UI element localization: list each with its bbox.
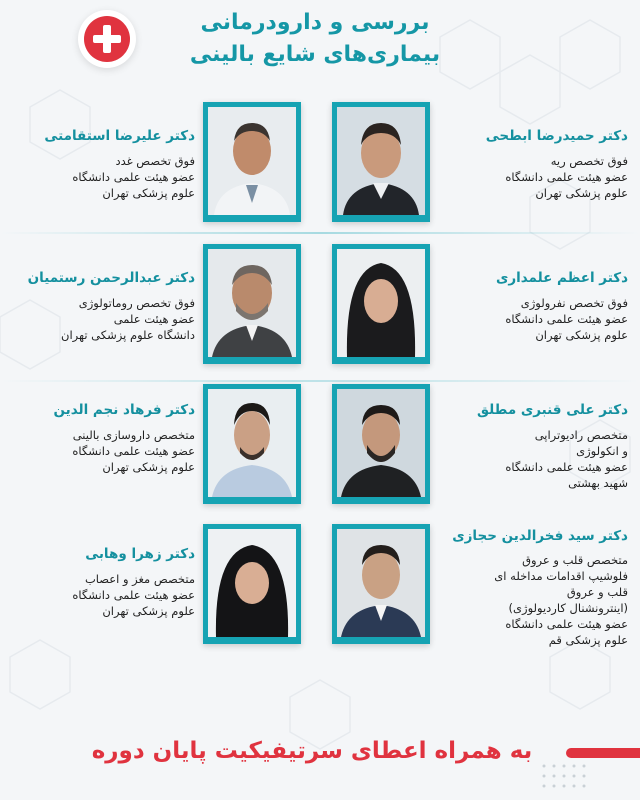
doctor-detail-line: فوق تخصص نفرولوژی	[520, 296, 628, 310]
doctor-photo-alamdari	[332, 244, 430, 364]
doctor-detail-line: عضو هیئت علمی دانشگاه	[72, 588, 195, 602]
portrait-man-icon	[337, 529, 425, 637]
doctor-detail-line: عضو هیئت علمی دانشگاه	[505, 170, 628, 184]
doctor-description	[505, 427, 628, 491]
doctor-name: دکتر زهرا وهابی	[85, 546, 195, 562]
doctor-detail-line: متخصص قلب و عروق	[522, 553, 628, 567]
doctor-photo-najmeddin	[203, 384, 301, 504]
page-title-line2: بیماری‌های شایع بالینی	[189, 42, 441, 67]
portrait-man-icon	[208, 389, 296, 497]
doctor-detail-line: عضو هیئت علمی دانشگاه	[72, 444, 195, 458]
doctor-detail-line: فوق تخصص ریه	[550, 154, 628, 168]
doctor-detail-line: متخصص مغز و اعصاب	[84, 572, 195, 586]
doctor-name: دکتر حمیدرضا ابطحی	[485, 128, 628, 144]
doctor-photo-hejazi	[332, 524, 430, 644]
doctor-detail-line: عضو هیئت علمی دانشگاه	[505, 312, 628, 326]
doctor-description	[72, 571, 195, 619]
portrait-man-icon	[208, 107, 296, 215]
doctor-detail-line: عضو هیئت علمی دانشگاه	[505, 460, 628, 474]
doctor-photo-rostamian	[203, 244, 301, 364]
doctor-detail-line: عضو هیئت علمی	[113, 312, 195, 326]
portrait-woman-icon	[337, 249, 425, 357]
doctor-detail-line: علوم پزشکی تهران	[102, 604, 195, 618]
doctor-description	[61, 295, 195, 343]
doctor-detail-line: عضو هیئت علمی دانشگاه	[72, 170, 195, 184]
doctor-detail-line: (اینترونشنال کاردیولوژی)	[508, 601, 628, 615]
doctor-detail-line: علوم پزشکی تهران	[535, 328, 628, 342]
doctor-detail-line: شهید بهشتی	[568, 476, 628, 490]
doctor-detail-line: و انکولوژی	[576, 444, 628, 458]
portrait-man-icon	[337, 389, 425, 497]
doctor-detail-line: فوق تخصص روماتولوژی	[78, 296, 195, 310]
doctor-description	[494, 552, 628, 648]
doctor-detail-line: دانشگاه علوم پزشکی تهران	[61, 328, 195, 342]
decorative-line	[0, 380, 640, 382]
doctor-photo-vahabi	[203, 524, 301, 644]
decorative-line	[0, 232, 640, 234]
footer-accent-bar	[566, 748, 640, 758]
doctor-detail-line: متخصص داروسازی بالینی	[72, 428, 195, 442]
doctor-detail-line: علوم پزشکی تهران	[102, 186, 195, 200]
portrait-man-icon	[337, 107, 425, 215]
doctor-detail-line: علوم پزشکی تهران	[102, 460, 195, 474]
doctor-name: دکتر فرهاد نجم الدین	[53, 402, 195, 418]
certificate-banner-text: به همراه اعطای سرتیفیکیت پایان دوره	[91, 738, 533, 764]
plus-icon	[78, 10, 136, 68]
doctor-name: دکتر علیرضا استقامتی	[44, 128, 195, 144]
portrait-woman-icon	[208, 529, 296, 637]
doctor-detail-line: عضو هیئت علمی دانشگاه	[505, 617, 628, 631]
medical-cross-logo	[78, 10, 136, 68]
portrait-man-icon	[208, 249, 296, 357]
doctor-detail-line: فوق تخصص غدد	[115, 154, 195, 168]
doctor-detail-line: قلب و عروق	[566, 585, 628, 599]
doctor-description	[72, 153, 195, 201]
doctor-description	[505, 295, 628, 343]
doctor-description	[505, 153, 628, 201]
doctor-detail-line: فلوشیپ اقدامات مداخله ای	[494, 569, 628, 583]
doctor-name: دکتر اعظم علمداری	[495, 270, 628, 286]
decorative-dots	[540, 762, 600, 792]
doctor-photo-ghanbari	[332, 384, 430, 504]
doctor-photo-esteghamati	[203, 102, 301, 222]
doctor-name: دکتر سید فخرالدین حجازی	[452, 528, 628, 544]
doctor-photo-abtahi	[332, 102, 430, 222]
doctor-detail-line: علوم پزشکی قم	[548, 633, 628, 647]
doctor-name: دکتر علی قنبری مطلق	[477, 402, 628, 418]
doctor-detail-line: علوم پزشکی تهران	[535, 186, 628, 200]
doctor-name: دکتر عبدالرحمن رستمیان	[27, 270, 195, 286]
doctor-description	[72, 427, 195, 475]
doctor-detail-line: متخصص رادیوتراپی	[534, 428, 628, 442]
page-title-line1: بررسی و دارودرمانی	[200, 10, 430, 35]
